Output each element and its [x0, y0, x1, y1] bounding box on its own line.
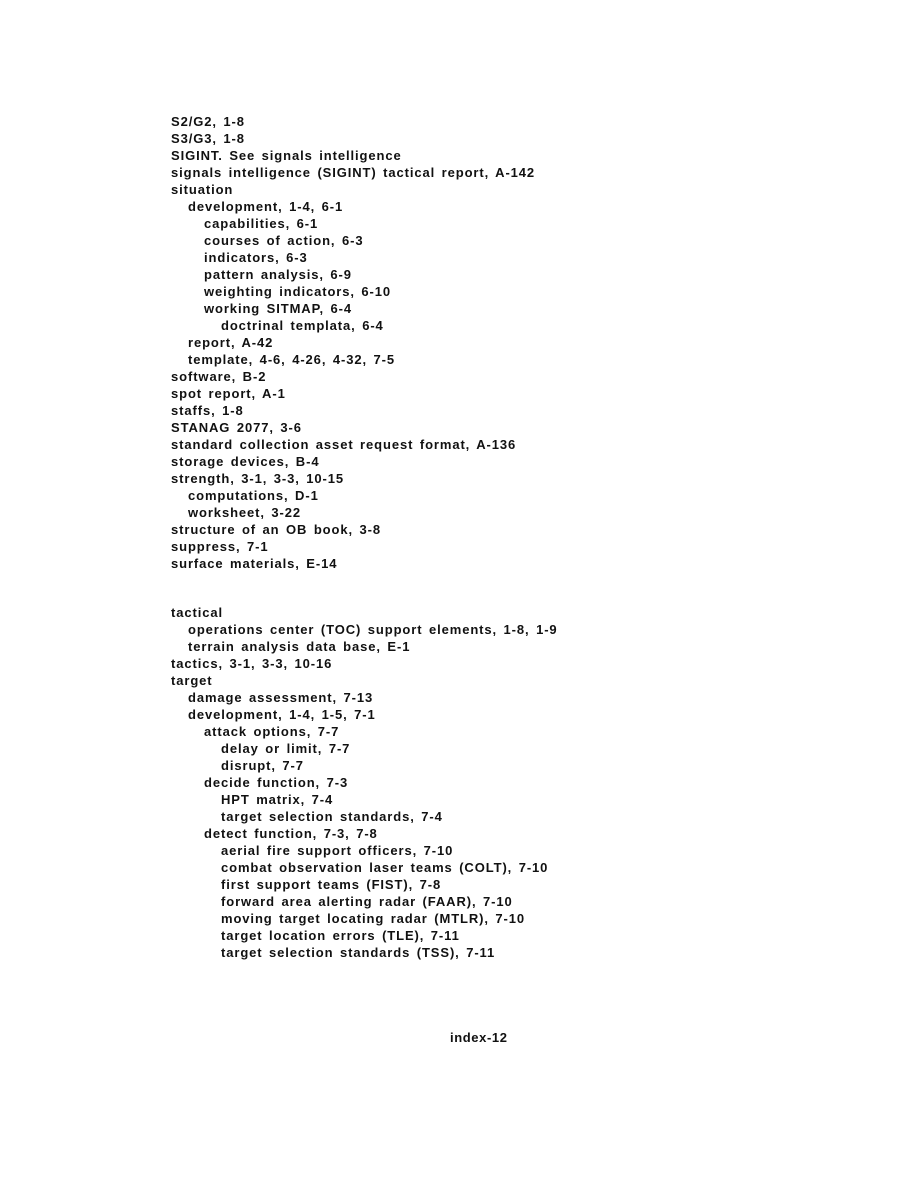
index-entry: tactical: [171, 605, 224, 620]
index-entry: SIGINT. See signals intelligence: [171, 148, 402, 163]
index-subentry: disrupt, 7-7: [221, 758, 304, 773]
index-subentry: working SITMAP, 6-4: [204, 301, 352, 316]
index-entry: suppress, 7-1: [171, 539, 269, 554]
index-entry: target: [171, 673, 213, 688]
index-subentry: decide function, 7-3: [204, 775, 349, 790]
index-subentry: terrain analysis data base, E-1: [188, 639, 411, 654]
index-entry: S2/G2, 1-8: [171, 114, 245, 129]
index-subentry: development, 1-4, 6-1: [188, 199, 344, 214]
index-subentry: moving target locating radar (MTLR), 7-10: [221, 911, 526, 926]
index-subentry: capabilities, 6-1: [204, 216, 319, 231]
index-subentry: HPT matrix, 7-4: [221, 792, 334, 807]
index-subentry: development, 1-4, 1-5, 7-1: [188, 707, 376, 722]
index-subentry: template, 4-6, 4-26, 4-32, 7-5: [188, 352, 395, 367]
index-subentry: operations center (TOC) support elements, 1-8, 1-9: [188, 622, 558, 637]
index-subentry: attack options, 7-7: [204, 724, 340, 739]
index-entry: spot report, A-1: [171, 386, 286, 401]
index-section-s: [171, 113, 871, 572]
index-entry: STANAG 2077, 3-6: [171, 420, 302, 435]
index-entry: surface materials, E-14: [171, 556, 338, 571]
index-subentry: report, A-42: [188, 335, 274, 350]
index-entry: signals intelligence (SIGINT) tactical report, A-142: [171, 165, 536, 180]
index-subentry: target location errors (TLE), 7-11: [221, 928, 460, 943]
index-subentry: worksheet, 3-22: [188, 505, 302, 520]
index-subentry: aerial fire support officers, 7-10: [221, 843, 454, 858]
index-subentry: weighting indicators, 6-10: [204, 284, 392, 299]
index-subentry: pattern analysis, 6-9: [204, 267, 352, 282]
index-subentry: courses of action, 6-3: [204, 233, 364, 248]
index-subentry: doctrinal templata, 6-4: [221, 318, 384, 333]
index-section-t: [171, 604, 871, 961]
index-entry: tactics, 3-1, 3-3, 10-16: [171, 656, 333, 671]
index-subentry: indicators, 6-3: [204, 250, 308, 265]
index-subentry: combat observation laser teams (COLT), 7-10: [221, 860, 549, 875]
page-number: index-12: [450, 1030, 508, 1045]
index-entry: situation: [171, 182, 234, 197]
index-subentry: target selection standards (TSS), 7-11: [221, 945, 496, 960]
index-entry: S3/G3, 1-8: [171, 131, 245, 146]
index-subentry: target selection standards, 7-4: [221, 809, 443, 824]
index-entry: structure of an OB book, 3-8: [171, 522, 382, 537]
index-entry: storage devices, B-4: [171, 454, 320, 469]
index-subentry: detect function, 7-3, 7-8: [204, 826, 378, 841]
index-subentry: delay or limit, 7-7: [221, 741, 351, 756]
index-entry: strength, 3-1, 3-3, 10-15: [171, 471, 344, 486]
index-entry: software, B-2: [171, 369, 267, 384]
index-subentry: damage assessment, 7-13: [188, 690, 374, 705]
index-entry: standard collection asset request format, A-136: [171, 437, 517, 452]
index-subentry: computations, D-1: [188, 488, 319, 503]
index-subentry: forward area alerting radar (FAAR), 7-10: [221, 894, 513, 909]
index-entry: staffs, 1-8: [171, 403, 244, 418]
index-subentry: first support teams (FIST), 7-8: [221, 877, 442, 892]
